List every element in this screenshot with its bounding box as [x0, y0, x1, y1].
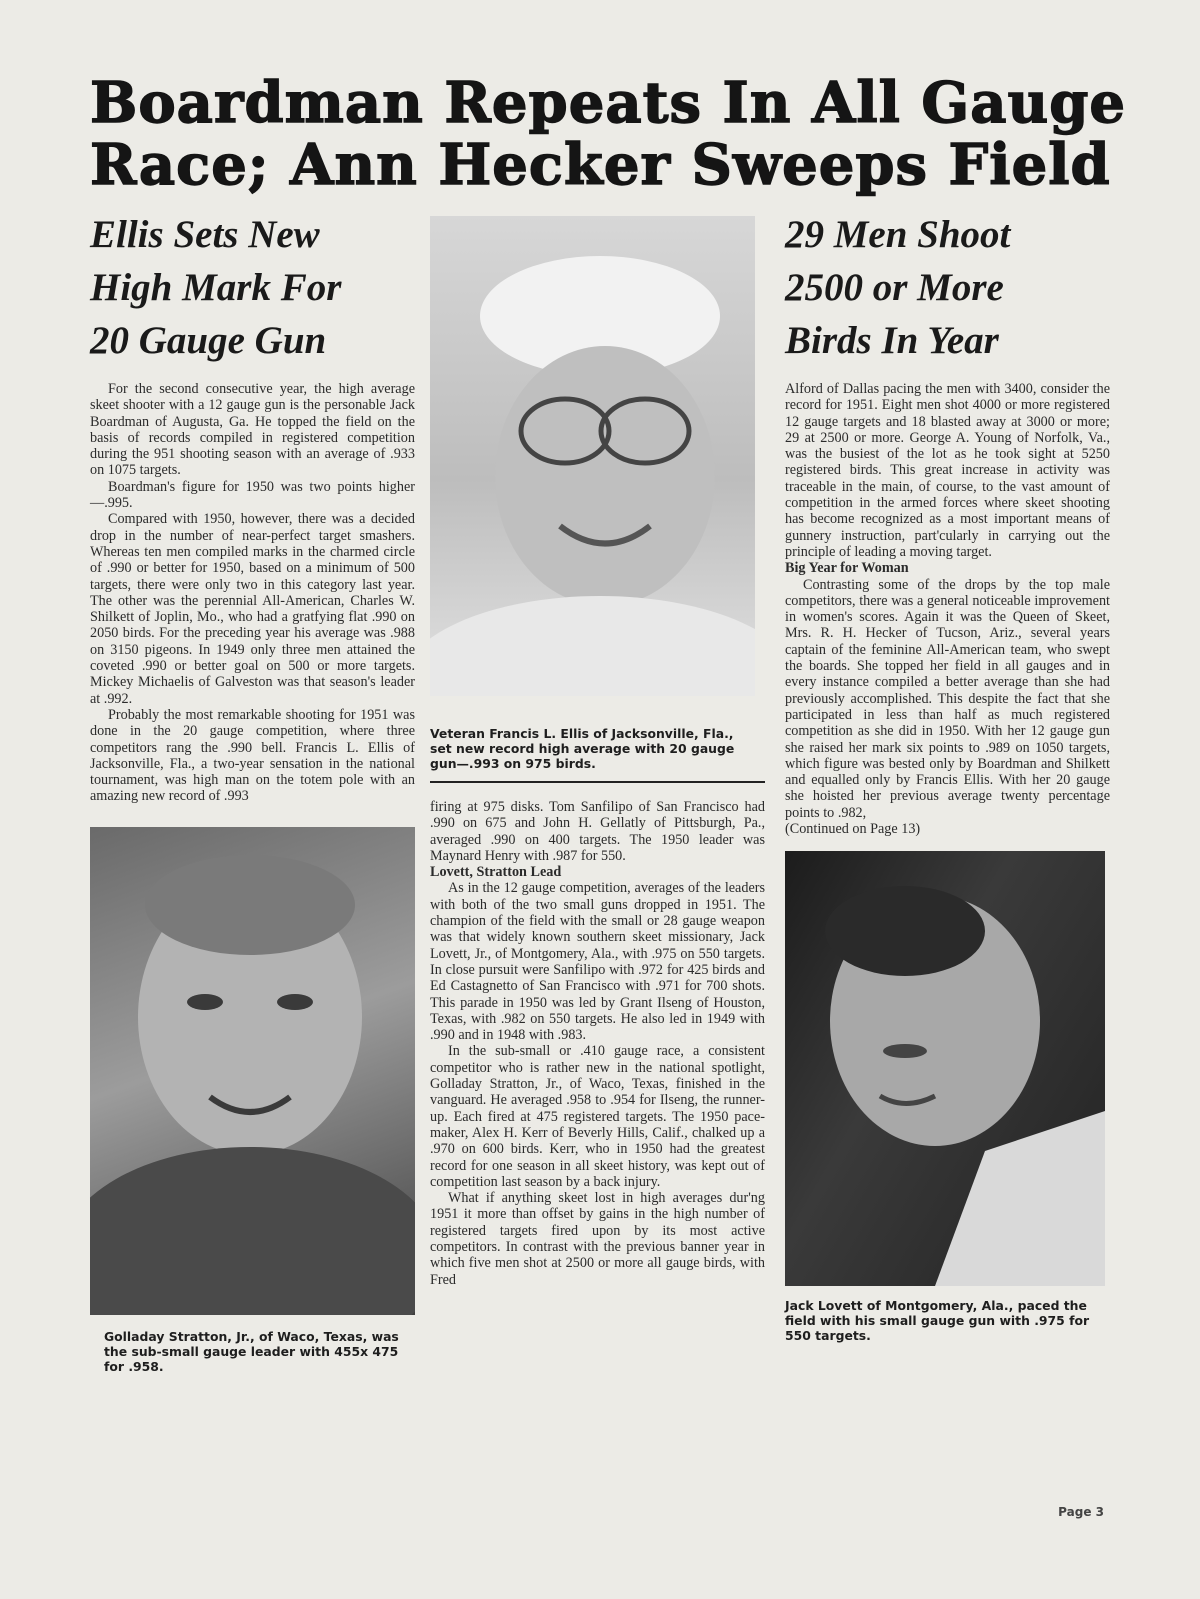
right-subhead	[785, 208, 1110, 367]
paragraph: For the second consecutive year, the high average skeet shooter with a 12 gauge gun is the personable Jack Boardman of Augusta, Ga. He topped the field on the basis of records compiled in registered competition during the 951 shooting season with an average of .933 on 1075 targets.	[90, 381, 415, 479]
paragraph: Alford of Dallas pacing the men with 3400, consider the record for 1951. Eight men shot 4000 or more registered 12 gauge targets and 18 blasted away at 3000 or more; 29 at 2500 or more. George A. Young of Norfolk, Va., was the busiest of the lot as he took sight at 5250 registered birds. This great increase in activity was traceable in the main, of course, to the vast amount of competition in the armed forces where skeet shooting has become recognized as a most important means of gunnery instruction, part'cularly in carrying out the principle of leading a moving target.	[785, 381, 1110, 560]
paragraph: Probably the most remarkable shooting for 1951 was done in the 20 gauge competition, where three competitors rang the .990 bell. Francis L. Ellis of Jacksonville, Fla., a two-year sensation in the national tournament, was high man on the totem pole with an amazing new record of .993	[90, 706, 415, 805]
photo-stratton	[90, 827, 415, 1315]
continued-notice: (Continued on Page 13)	[785, 821, 921, 838]
left-subhead-line: Ellis Sets New	[90, 213, 320, 256]
left-subhead	[90, 208, 415, 367]
divider	[430, 781, 765, 783]
right-subhead-line: 29 Men Shoot	[785, 213, 1011, 256]
headline-line-2: Race; Ann Hecker Sweeps Field	[90, 132, 1111, 198]
right-subhead-line: 2500 or More	[785, 266, 1004, 309]
left-subhead-line: 20 Gauge Gun	[90, 319, 327, 362]
middle-article-body	[430, 799, 765, 1288]
paragraph: firing at 975 disks. Tom Sanfilipo of San Francisco had .990 on 675 and John H. Gellatly of Pittsburgh, Pa., averaged .990 on 400 targets. The 1950 leader was Maynard Henry with .987 for 550.	[430, 799, 765, 864]
left-column	[90, 208, 415, 1374]
caption-stratton: Golladay Stratton, Jr., of Waco, Texas, was the sub-small gauge leader with 455x 475 for .958.	[104, 1328, 399, 1374]
paragraph: Boardman's figure for 1950 was two points higher—.995.	[90, 478, 415, 512]
right-subhead-line: Birds In Year	[785, 319, 999, 362]
headline	[90, 70, 1127, 198]
left-subhead-line: High Mark For	[90, 266, 342, 309]
page-number: Page 3	[1058, 1505, 1104, 1519]
left-article-body	[90, 381, 415, 805]
caption-lovett: Jack Lovett of Montgomery, Ala., paced the field with his small gauge gun with .975 for 550 targets.	[785, 1298, 1090, 1344]
portrait-placeholder-icon	[785, 851, 1105, 1286]
paragraph: In the sub-small or .410 gauge race, a consistent competitor who is rather new in the national spotlight, Golladay Stratton, Jr., of Waco, Texas, finished in the vanguard. He averaged .958 to .954 for Ilseng, the runner-up. Each fired at 475 registered targets. The 1950 pace-maker, Alex H. Kerr of Beverly Hills, Calif., chalked up a .970 on 600 birds. Kerr, who in 1950 had the greatest record for one season in all skeet history, was kept out of competition last season by a back injury.	[430, 1043, 765, 1190]
photo-lovett	[785, 851, 1105, 1286]
right-article-body	[785, 381, 1110, 837]
caption-ellis: Veteran Francis L. Ellis of Jacksonville, Fla., set new record high average with 20 gauge gun—.993 on 975 birds.	[430, 726, 735, 771]
paragraph: Contrasting some of the drops by the top male competitors, there was a general noticeable improvement in women's scores. Again it was the Queen of Skeet, Mrs. R. H. Hecker of Tucson, Ariz., several years captain of the feminine All-American team, who swept the boards. She topped her field in all gauges and in every instance compiled a better average than she had previously accomplished. This despite the fact that she participated in less than half as much registered competition as she did in 1950. With her 12 gauge gun she raised her mark six points to .989 on 1050 targets, which figure was bested only by Boardman and Shilkett and equalled only by Francis Ellis. With her 20 gauge she hoisted her previous average twenty percentage points to .982,	[785, 576, 1110, 821]
portrait-placeholder-icon	[90, 827, 415, 1315]
headline-line-1: Boardman Repeats In All Gauge	[90, 70, 1127, 136]
paragraph: What if anything skeet lost in high averages dur'ng 1951 it more than offset by gains in the high number of registered targets fired upon by its most active competitors. In contrast with the previous banner year in which five men shot at 2500 or more all gauge birds, with Fred	[430, 1190, 765, 1288]
photo-ellis	[430, 216, 755, 696]
section-heading: Big Year for Woman	[785, 560, 909, 577]
paragraph: As in the 12 gauge competition, averages of the leaders with both of the two small guns dropped in 1951. The champion of the field with the small or 28 gauge weapon was that widely known southern skeet missionary, Jack Lovett, Jr., of Montgomery, Ala., with .975 on 550 targets. In close pursuit were Sanfilipo with .972 for 425 birds and Ed Castagnetto of San Francisco with .971 for 700 shots. This parade in 1950 was led by Grant Ilseng of Houston, Texas, with .982 on 550 targets. He also led in 1949 with .990 and in 1948 with .983.	[430, 880, 765, 1044]
section-heading: Lovett, Stratton Lead	[430, 864, 562, 881]
portrait-placeholder-icon	[430, 216, 755, 696]
paragraph: Compared with 1950, however, there was a decided drop in the number of near-perfect target smashers. Whereas ten men compiled marks in the charmed circle of .990 or better for 1950, based on a minimum of 500 targets, there were only two in this category last year. The other was the perennial All-American, Charles W. Shilkett of Joplin, Mo., who had a gratfying flat .990 on 2050 birds. For the preceding year his average was .988 on 3150 pigeons. In 1949 only three men attained the coveted .990 or better goal on 500 or more targets. Mickey Michaelis of Galveston was that season's leader at .992.	[90, 511, 415, 707]
middle-column	[430, 216, 765, 1288]
right-column	[785, 208, 1110, 1343]
